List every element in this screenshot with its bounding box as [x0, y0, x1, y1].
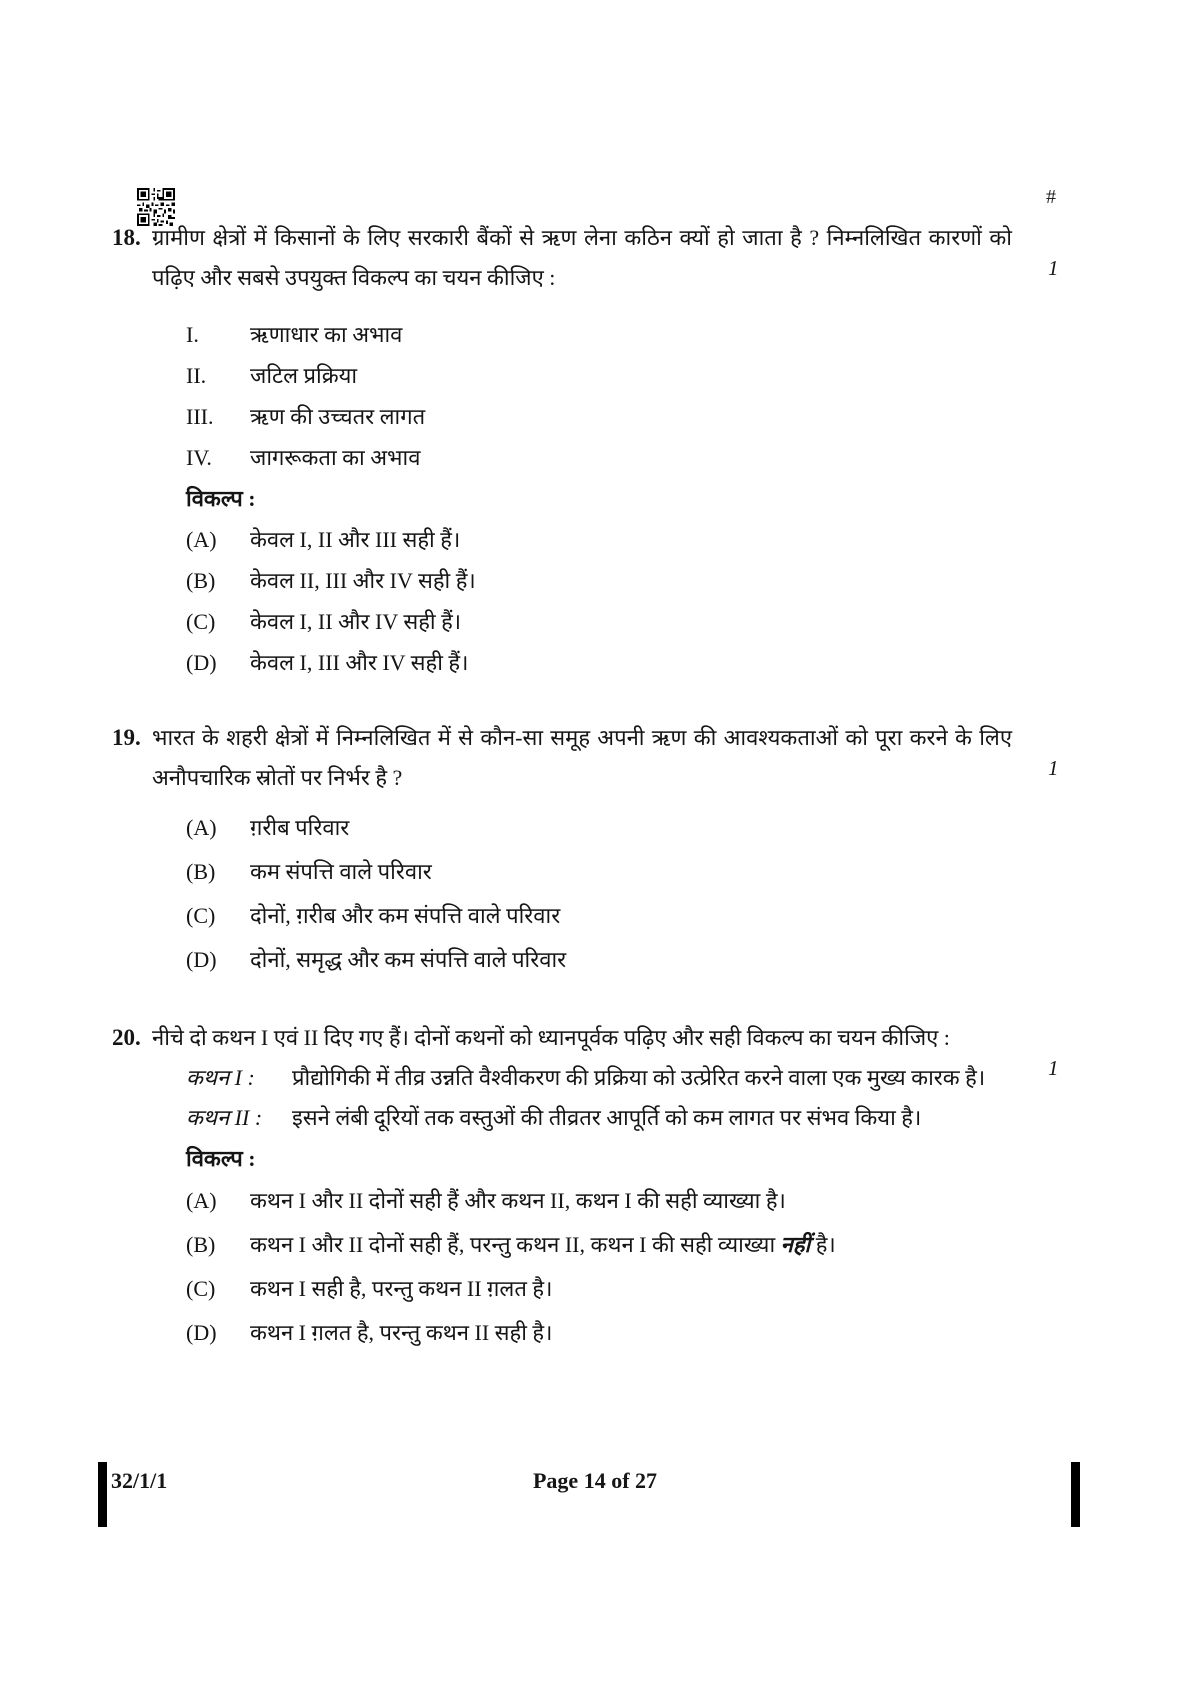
question-text: भारत के शहरी क्षेत्रों में निम्नलिखित में से कौन-सा समूह अपनी ऋण की आवश्यकताओं को पूरा करने के लिए अनौपचारिक स्रोतों पर निर्भर है ?: [152, 725, 1012, 790]
option-label: (B): [186, 1232, 216, 1257]
statement-label: II.: [186, 363, 207, 388]
page-number: Page 14 of 27: [532, 1468, 658, 1493]
option-row: [186, 1311, 1012, 1355]
question-text: ग्रामीण क्षेत्रों में किसानों के लिए सरकारी बैंकों से ऋण लेना कठिन क्यों हो जाता है ? निम्नलिखित कारणों को पढ़िए और सबसे उपयुक्त विकल्प का चयन कीजिए :: [152, 225, 1012, 290]
statement-row: [186, 1098, 1012, 1138]
option-text: कम संपत्ति वाले परिवार: [250, 859, 432, 884]
statement-row: [186, 396, 1012, 437]
option-text: केवल I, II और III सही हैं।: [250, 527, 461, 552]
options-list: [186, 1179, 1012, 1355]
marks-value: 1: [1048, 1056, 1059, 1080]
options-heading: विकल्प :: [186, 486, 256, 511]
option-row: [186, 560, 1012, 601]
corner-mark: #: [1046, 186, 1056, 208]
question-number: 19.: [112, 725, 141, 750]
statement-row: [186, 314, 1012, 355]
statement-row: [186, 1058, 1012, 1098]
option-row: [186, 1179, 1012, 1223]
option-label: (A): [186, 527, 217, 552]
option-label: (A): [186, 815, 217, 840]
question-text: नीचे दो कथन I एवं II दिए गए हैं। दोनों कथनों को ध्यानपूर्वक पढ़िए और सही विकल्प का चयन कीजिए :: [152, 1025, 950, 1050]
option-text: केवल I, II और IV सही हैं।: [250, 609, 462, 634]
option-row: [186, 1223, 1012, 1267]
marks-value: 1: [1048, 756, 1059, 780]
option-row: [186, 1267, 1012, 1311]
option-text: ग़रीब परिवार: [250, 815, 350, 840]
statement-list: [186, 314, 1012, 478]
option-row: [186, 519, 1012, 560]
option-row: [186, 894, 1012, 938]
statement-text: प्रौद्योगिकी में तीव्र उन्नति वैश्वीकरण की प्रक्रिया को उत्प्रेरित करने वाला एक मुख्य कारक है।: [292, 1065, 986, 1090]
option-label: (C): [186, 1276, 216, 1301]
question-20: [0, 1018, 1190, 1355]
statement-label: III.: [186, 404, 214, 429]
statement-text: ऋणाधार का अभाव: [250, 322, 403, 347]
options-list: [186, 519, 1012, 683]
option-label: (B): [186, 859, 216, 884]
question-number: 18.: [112, 225, 141, 250]
statement-list: [186, 1058, 1012, 1138]
statement-label: IV.: [186, 445, 212, 470]
statement-text: जागरूकता का अभाव: [250, 445, 421, 470]
option-text: कथन I सही है, परन्तु कथन II ग़लत है।: [250, 1276, 553, 1301]
option-label: (C): [186, 609, 216, 634]
option-row: [186, 601, 1012, 642]
option-text: कथन I और II दोनों सही हैं और कथन II, कथन I की सही व्याख्या है।: [250, 1188, 786, 1213]
option-row: [186, 642, 1012, 683]
statement-label: I.: [186, 322, 199, 347]
option-label: (C): [186, 903, 216, 928]
option-text: कथन I और II दोनों सही हैं, परन्तु कथन II, कथन I की सही व्याख्या नहीं है।: [250, 1232, 836, 1257]
statement-row: [186, 355, 1012, 396]
option-label: (A): [186, 1188, 217, 1213]
statement-label: कथन I :: [186, 1065, 255, 1090]
option-text: केवल I, III और IV सही हैं।: [250, 650, 469, 675]
marks-value: 1: [1048, 256, 1059, 280]
options-list: [186, 806, 1012, 982]
option-row: [186, 938, 1012, 982]
statement-row: [186, 437, 1012, 478]
option-text: दोनों, समृद्ध और कम संपत्ति वाले परिवार: [250, 947, 567, 972]
option-text: दोनों, ग़रीब और कम संपत्ति वाले परिवार: [250, 903, 561, 928]
option-label: (D): [186, 1320, 217, 1345]
statement-text: जटिल प्रक्रिया: [250, 363, 358, 388]
page-footer: [0, 1462, 1190, 1532]
paper-code: 32/1/1: [111, 1468, 168, 1493]
option-label: (D): [186, 650, 217, 675]
option-text: कथन I ग़लत है, परन्तु कथन II सही है।: [250, 1320, 553, 1345]
statement-text: इसने लंबी दूरियों तक वस्तुओं की तीव्रतर आपूर्ति को कम लागत पर संभव किया है।: [292, 1105, 922, 1130]
statement-label: कथन II :: [186, 1105, 263, 1130]
option-text-emphasis: नहीं: [780, 1232, 811, 1257]
right-print-bar: [1071, 1462, 1080, 1527]
question-number: 20.: [112, 1025, 141, 1050]
question-18: [0, 218, 1190, 683]
question-19: [0, 718, 1190, 982]
options-heading: विकल्प :: [186, 1146, 256, 1171]
option-label: (D): [186, 947, 217, 972]
option-text: केवल II, III और IV सही हैं।: [250, 568, 476, 593]
option-row: [186, 850, 1012, 894]
statement-text: ऋण की उच्चतर लागत: [250, 404, 426, 429]
option-row: [186, 806, 1012, 850]
option-label: (B): [186, 568, 216, 593]
